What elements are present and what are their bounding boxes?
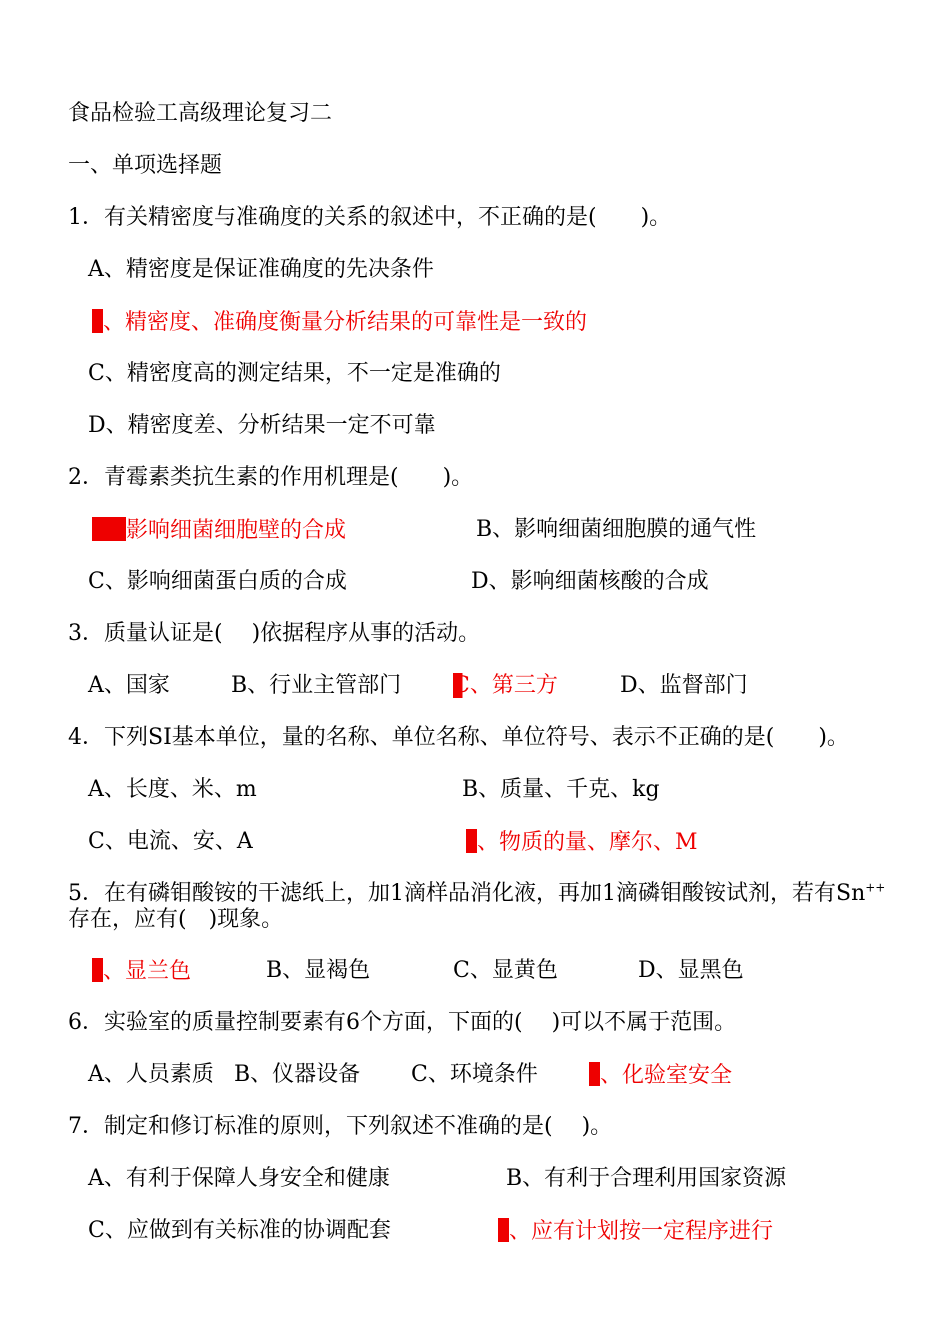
question-5-stem-text: 5．在有磷钼酸铵的干滤纸上，加1滴样品消化液，再加1滴磷钼酸铵试剂，若有Sn — [68, 881, 866, 906]
question-6-stem: 6．实验室的质量控制要素有6个方面，下面的( )可以不属于范围。 — [68, 1010, 737, 1035]
section-heading: 一、单项选择题 — [68, 153, 223, 178]
question-5-stem-line-1 — [68, 881, 885, 907]
question-5-option-b: B、显褐色 — [266, 958, 371, 983]
question-7-option-b: B、有利于合理利用国家资源 — [506, 1166, 787, 1191]
question-3-option-c-text: 、第三方 — [469, 673, 558, 698]
answer-highlight-mark — [498, 1218, 509, 1242]
question-6-option-a: A、人员素质 — [88, 1062, 214, 1087]
question-7-option-a: A、有利于保障人身安全和健康 — [88, 1166, 390, 1191]
question-3-option-c-answer — [453, 673, 558, 699]
question-1-option-b-answer — [92, 309, 587, 336]
answer-highlight-mark — [589, 1062, 600, 1086]
question-1-option-b-text: 、精密度、准确度衡量分析结果的可靠性是一致的 — [103, 310, 588, 335]
question-6-option-d-answer — [589, 1062, 732, 1089]
question-4-option-a: A、长度、米、m — [88, 777, 257, 802]
question-5-option-d: D、显黑色 — [638, 958, 744, 983]
question-1-option-a: A、精密度是保证准确度的先决条件 — [88, 257, 434, 282]
question-2-option-a-answer — [92, 517, 346, 544]
question-1-stem: 1．有关精密度与准确度的关系的叙述中，不正确的是( )。 — [68, 205, 672, 230]
question-6-option-c: C、环境条件 — [411, 1062, 538, 1087]
question-3-option-b: B、行业主管部门 — [231, 673, 402, 698]
question-4-option-d-answer — [466, 829, 698, 856]
question-2-stem: 2．青霉素类抗生素的作用机理是( )。 — [68, 465, 474, 490]
superscript-charge: ++ — [865, 880, 886, 895]
question-3-option-d: D、监督部门 — [620, 673, 748, 698]
question-7-option-d-answer — [498, 1218, 773, 1245]
question-7-option-d-text: 、应有计划按一定程序进行 — [509, 1219, 774, 1244]
question-2-option-b: B、影响细菌细胞膜的通气性 — [476, 517, 757, 542]
page-title: 食品检验工高级理论复习二 — [68, 101, 333, 126]
question-4-option-b: B、质量、千克、kg — [462, 777, 660, 802]
question-5-stem-line-2: 存在，应有( )现象。 — [68, 907, 284, 932]
question-3-stem: 3．质量认证是( )依据程序从事的活动。 — [68, 621, 481, 646]
question-6-option-d-text: 、化验室安全 — [600, 1063, 733, 1088]
question-1-option-c: C、精密度高的测定结果，不一定是准确的 — [88, 361, 501, 386]
question-2-option-c: C、影响细菌蛋白质的合成 — [88, 569, 347, 594]
answer-highlight-mark — [92, 517, 126, 541]
question-4-option-d-text: 、物质的量、摩尔、M — [477, 830, 698, 855]
question-4-option-c: C、电流、安、A — [88, 829, 253, 854]
answer-highlight-mark — [92, 958, 103, 982]
question-5-option-c: C、显黄色 — [453, 958, 558, 983]
answer-highlight-mark — [466, 829, 477, 853]
question-3-option-c-letter: C — [453, 673, 470, 698]
question-3-option-a: A、国家 — [88, 673, 170, 698]
question-7-option-c: C、应做到有关标准的协调配套 — [88, 1218, 391, 1243]
question-1-option-d: D、精密度差、分析结果一定不可靠 — [88, 413, 436, 438]
question-5-option-a-text: 、显兰色 — [103, 959, 192, 984]
question-2-option-a-text: 影响细菌细胞壁的合成 — [126, 518, 347, 543]
answer-highlight-mark — [92, 309, 103, 333]
question-7-stem: 7．制定和修订标准的原则，下列叙述不准确的是( )。 — [68, 1114, 613, 1139]
question-6-option-b: B、仪器设备 — [234, 1062, 361, 1087]
question-5-option-a-answer — [92, 958, 191, 985]
question-2-option-d: D、影响细菌核酸的合成 — [471, 569, 709, 594]
question-4-stem: 4．下列SI基本单位，量的名称、单位名称、单位符号、表示不正确的是( )。 — [68, 725, 849, 750]
